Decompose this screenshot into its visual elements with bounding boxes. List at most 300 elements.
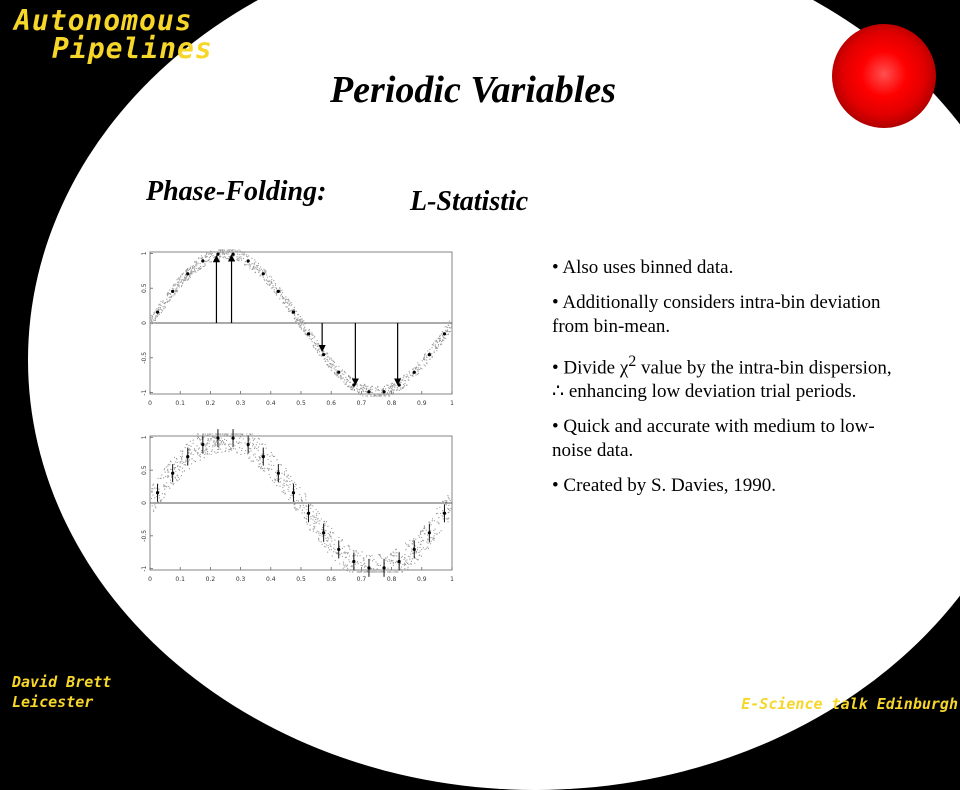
data-point [359, 389, 360, 390]
data-point [424, 359, 425, 360]
data-point [195, 270, 196, 271]
data-point [340, 376, 341, 377]
data-point [196, 263, 197, 264]
data-point [305, 494, 306, 495]
data-point [219, 257, 220, 258]
data-point [337, 553, 338, 554]
data-point [383, 388, 384, 389]
data-point [357, 389, 358, 390]
data-point [267, 468, 268, 469]
data-point [274, 456, 275, 457]
data-point [394, 555, 395, 556]
data-point [396, 561, 397, 562]
data-point [190, 272, 191, 273]
data-point [271, 279, 272, 280]
data-point [178, 278, 179, 279]
data-point [404, 568, 405, 569]
bin-mean-point [292, 491, 295, 494]
data-point [151, 321, 152, 322]
data-point [176, 284, 177, 285]
data-point [330, 536, 331, 537]
data-point [378, 565, 379, 566]
data-point [299, 507, 300, 508]
data-point [438, 344, 439, 345]
data-point [343, 563, 344, 564]
data-point [192, 266, 193, 267]
bullet-item: • Additionally considers intra-bin deviation from bin-mean. [552, 292, 881, 337]
data-point [249, 442, 250, 443]
data-point [402, 564, 403, 565]
data-point [409, 540, 410, 541]
data-point [318, 539, 319, 540]
x-tick-label: 0.2 [205, 400, 216, 407]
data-point [381, 395, 382, 396]
data-point [259, 270, 260, 271]
data-point [189, 459, 190, 460]
data-point [188, 278, 189, 279]
data-point [315, 517, 316, 518]
data-point [327, 537, 328, 538]
data-point [176, 290, 177, 291]
data-point [288, 491, 289, 492]
bin-mean-point [216, 253, 219, 256]
data-point [347, 565, 348, 566]
data-point [447, 495, 448, 496]
data-point [299, 326, 300, 327]
data-point [282, 292, 283, 293]
data-point [356, 551, 357, 552]
data-point [255, 267, 256, 268]
data-point [188, 270, 189, 271]
data-point [160, 307, 161, 308]
data-point [274, 291, 275, 292]
data-point [395, 562, 396, 563]
data-point [426, 548, 427, 549]
data-point [285, 481, 286, 482]
data-point [433, 344, 434, 345]
data-point [163, 497, 164, 498]
data-point [349, 571, 350, 572]
data-point [273, 465, 274, 466]
data-point [285, 493, 286, 494]
data-point [181, 279, 182, 280]
data-point [285, 468, 286, 469]
data-point [294, 309, 295, 310]
data-point [266, 283, 267, 284]
data-point [350, 387, 351, 388]
data-point [317, 352, 318, 353]
data-point [349, 555, 350, 556]
data-point [208, 253, 209, 254]
data-point [170, 480, 171, 481]
data-point [349, 561, 350, 562]
data-point [332, 364, 333, 365]
data-point [410, 553, 411, 554]
data-point [227, 253, 228, 254]
data-point [194, 448, 195, 449]
data-point [345, 377, 346, 378]
data-point [168, 486, 169, 487]
data-point [180, 456, 181, 457]
data-point [203, 266, 204, 267]
data-point [356, 550, 357, 551]
data-point [424, 525, 425, 526]
data-point [157, 316, 158, 317]
data-point [364, 571, 365, 572]
data-point [417, 362, 418, 363]
data-point [209, 443, 210, 444]
bin-mean-point [398, 383, 401, 386]
data-point [207, 433, 208, 434]
data-point [269, 474, 270, 475]
author-name: David Brett [12, 673, 112, 691]
data-point [194, 266, 195, 267]
data-point [436, 513, 437, 514]
data-point [316, 343, 317, 344]
data-point [378, 394, 379, 395]
data-point [190, 453, 191, 454]
data-point [329, 534, 330, 535]
data-point [330, 546, 331, 547]
data-point [334, 549, 335, 550]
data-point [252, 443, 253, 444]
data-point [299, 324, 300, 325]
data-point [224, 451, 225, 452]
data-point [376, 388, 377, 389]
data-point [201, 442, 202, 443]
data-point [158, 489, 159, 490]
data-point [180, 466, 181, 467]
data-point [288, 305, 289, 306]
x-tick-label: 0.5 [296, 400, 306, 407]
bin-mean-point [382, 390, 385, 393]
data-point [189, 275, 190, 276]
data-point [179, 470, 180, 471]
data-point [171, 296, 172, 297]
data-point [195, 272, 196, 273]
data-point [212, 253, 213, 254]
data-point [409, 371, 410, 372]
data-point [271, 276, 272, 277]
x-tick-label: 0.4 [266, 576, 276, 583]
data-point [202, 257, 203, 258]
data-point [199, 439, 200, 440]
data-point [212, 446, 213, 447]
data-point [176, 279, 177, 280]
data-point [153, 511, 154, 512]
data-point [259, 438, 260, 439]
data-point [342, 548, 343, 549]
data-point [297, 502, 298, 503]
data-point [227, 435, 228, 436]
data-point [237, 443, 238, 444]
y-tick-label: -1 [141, 565, 148, 572]
data-point [331, 540, 332, 541]
data-point [346, 382, 347, 383]
bin-mean-point [277, 290, 280, 293]
data-point [197, 438, 198, 439]
data-point [197, 270, 198, 271]
data-point [162, 300, 163, 301]
data-point [294, 307, 295, 308]
data-point [390, 553, 391, 554]
data-point [269, 285, 270, 286]
data-point [438, 345, 439, 346]
data-point [444, 502, 445, 503]
data-point [181, 274, 182, 275]
data-point [149, 510, 150, 511]
bin-mean-point [186, 455, 189, 458]
data-point [168, 300, 169, 301]
data-point [288, 311, 289, 312]
data-point [309, 336, 310, 337]
data-point [218, 449, 219, 450]
data-point [224, 256, 225, 257]
data-point [167, 301, 168, 302]
data-point [366, 388, 367, 389]
data-point [160, 301, 161, 302]
data-point [269, 276, 270, 277]
bin-mean-point [382, 566, 385, 569]
data-point [373, 568, 374, 569]
data-point [294, 482, 295, 483]
data-point [226, 258, 227, 259]
data-point [424, 364, 425, 365]
data-point [344, 371, 345, 372]
data-point [432, 344, 433, 345]
data-point [183, 462, 184, 463]
data-point [208, 435, 209, 436]
data-point [259, 268, 260, 269]
data-point [242, 433, 243, 434]
data-point [373, 571, 374, 572]
data-point [250, 450, 251, 451]
data-point [429, 352, 430, 353]
data-point [412, 375, 413, 376]
data-point [324, 530, 325, 531]
data-point [327, 352, 328, 353]
data-point [387, 561, 388, 562]
data-point [241, 260, 242, 261]
data-point [258, 446, 259, 447]
data-point [254, 438, 255, 439]
data-point [204, 263, 205, 264]
data-point [345, 372, 346, 373]
data-point [403, 377, 404, 378]
data-point [345, 564, 346, 565]
data-point [300, 325, 301, 326]
data-point [283, 480, 284, 481]
data-point [404, 380, 405, 381]
data-point [297, 320, 298, 321]
phase-folded-plot-bottom [130, 428, 460, 590]
data-point [254, 268, 255, 269]
data-point [158, 307, 159, 308]
data-point [157, 314, 158, 315]
data-point [181, 461, 182, 462]
data-point [218, 446, 219, 447]
data-point [362, 395, 363, 396]
data-point [182, 451, 183, 452]
data-point [288, 474, 289, 475]
data-point [228, 256, 229, 257]
data-point [450, 500, 451, 501]
data-point [300, 319, 301, 320]
data-point [423, 530, 424, 531]
data-point [389, 561, 390, 562]
data-point [436, 350, 437, 351]
data-point [236, 433, 237, 434]
data-point [284, 474, 285, 475]
data-point [442, 510, 443, 511]
data-point [317, 531, 318, 532]
data-point [329, 357, 330, 358]
data-point [348, 380, 349, 381]
data-point [167, 475, 168, 476]
data-point [379, 394, 380, 395]
data-point [370, 387, 371, 388]
data-point [196, 262, 197, 263]
data-point [296, 500, 297, 501]
data-point [393, 392, 394, 393]
data-point [307, 524, 308, 525]
data-point [449, 510, 450, 511]
data-point [287, 481, 288, 482]
data-point [424, 533, 425, 534]
data-point [286, 484, 287, 485]
data-point [443, 518, 444, 519]
data-point [191, 273, 192, 274]
data-point [429, 359, 430, 360]
data-point [190, 441, 191, 442]
data-point [417, 549, 418, 550]
data-point [290, 476, 291, 477]
x-tick-label: 1 [450, 400, 454, 407]
data-point [291, 304, 292, 305]
data-point [195, 461, 196, 462]
data-point [362, 385, 363, 386]
data-point [384, 395, 385, 396]
data-point [198, 453, 199, 454]
data-point [218, 447, 219, 448]
data-point [424, 355, 425, 356]
data-point [321, 541, 322, 542]
y-tick-label: 1 [141, 251, 148, 256]
data-point [362, 565, 363, 566]
data-point [443, 340, 444, 341]
data-point [310, 508, 311, 509]
data-point [265, 270, 266, 271]
data-point [404, 564, 405, 565]
data-point [275, 285, 276, 286]
data-point [448, 497, 449, 498]
data-point [355, 383, 356, 384]
data-point [415, 368, 416, 369]
data-point [299, 494, 300, 495]
data-point [197, 263, 198, 264]
data-point [185, 464, 186, 465]
data-point [380, 556, 381, 557]
data-point [269, 456, 270, 457]
data-point [195, 264, 196, 265]
data-point [365, 395, 366, 396]
y-tick-label: 0.5 [141, 283, 148, 293]
data-point [314, 336, 315, 337]
data-point [324, 521, 325, 522]
data-point [340, 377, 341, 378]
data-point [228, 449, 229, 450]
data-point [433, 342, 434, 343]
data-point [198, 258, 199, 259]
data-point [409, 372, 410, 373]
data-point [439, 338, 440, 339]
data-point [230, 436, 231, 437]
bin-mean-point [428, 353, 431, 356]
data-point [206, 448, 207, 449]
data-point [262, 443, 263, 444]
data-point [403, 559, 404, 560]
data-point [266, 274, 267, 275]
data-point [418, 364, 419, 365]
data-point [243, 253, 244, 254]
data-point [427, 350, 428, 351]
data-point [154, 504, 155, 505]
data-point [419, 364, 420, 365]
data-point [155, 309, 156, 310]
data-point [442, 515, 443, 516]
data-point [170, 482, 171, 483]
data-point [236, 256, 237, 257]
data-point [182, 471, 183, 472]
bin-mean-point [398, 560, 401, 563]
data-point [343, 377, 344, 378]
data-point [175, 290, 176, 291]
data-point [205, 452, 206, 453]
data-point [232, 249, 233, 250]
data-point [415, 539, 416, 540]
data-point [442, 340, 443, 341]
data-point [284, 473, 285, 474]
data-point [152, 505, 153, 506]
data-point [226, 253, 227, 254]
data-point [447, 518, 448, 519]
x-tick-label: 0.6 [326, 576, 336, 583]
data-point [312, 505, 313, 506]
data-point [388, 390, 389, 391]
data-point [286, 470, 287, 471]
data-point [429, 542, 430, 543]
data-point [407, 563, 408, 564]
data-point [282, 297, 283, 298]
data-point [211, 436, 212, 437]
data-point [173, 483, 174, 484]
data-point [390, 386, 391, 387]
data-point [273, 456, 274, 457]
data-point [254, 262, 255, 263]
data-point [275, 480, 276, 481]
data-point [180, 461, 181, 462]
data-point [436, 534, 437, 535]
data-point [281, 473, 282, 474]
data-point [172, 295, 173, 296]
data-point [155, 320, 156, 321]
data-point [426, 359, 427, 360]
data-point [407, 569, 408, 570]
data-point [319, 523, 320, 524]
data-point [219, 439, 220, 440]
data-point [360, 394, 361, 395]
data-point [394, 384, 395, 385]
